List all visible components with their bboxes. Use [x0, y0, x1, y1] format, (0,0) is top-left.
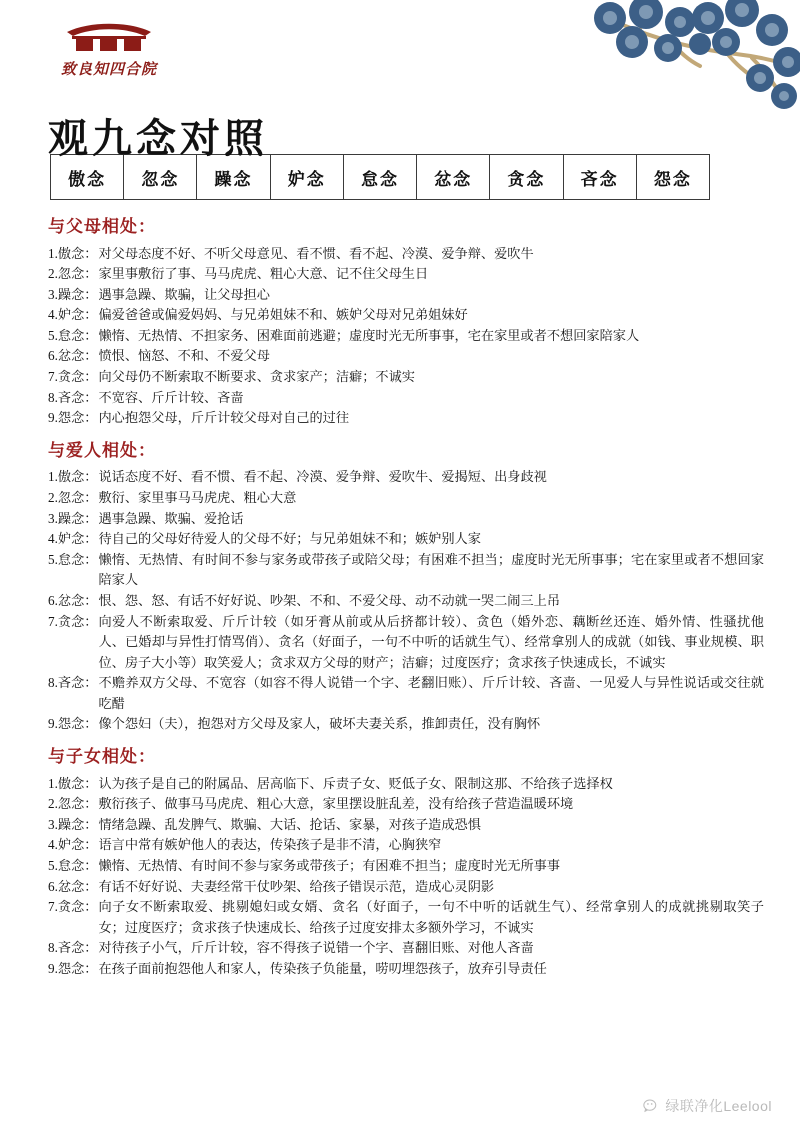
item-label: 9.怨念：	[48, 960, 98, 976]
list-item	[48, 815, 764, 836]
section-title: 与父母相处：	[48, 217, 156, 236]
brand-logo-text: 致良知四合院	[60, 62, 157, 78]
item-label: 7.贪念：	[48, 369, 98, 385]
item-label: 2.忽念：	[48, 796, 98, 812]
list-item	[48, 264, 764, 285]
list-item	[48, 285, 764, 306]
nian-cell-3[interactable]: 妒念	[270, 155, 343, 200]
item-label: 2.忽念：	[48, 266, 98, 282]
item-text: 认为孩子是自己的附属品、居高临下、斥责子女、贬低子女、限制这那、不给孩子选择权	[98, 775, 613, 791]
list-item	[48, 714, 764, 735]
item-text: 懒惰、无热情、有时间不参与家务或带孩子或陪父母；有困难不担当；虚度时光无所事事；宅在家里或者不想回家陪家人	[98, 551, 764, 588]
item-label: 7.贪念：	[48, 899, 98, 915]
nian-cell-0[interactable]: 傲念	[51, 155, 124, 200]
item-label: 9.怨念：	[48, 716, 98, 732]
list-item	[48, 774, 764, 795]
item-label: 4.妒念：	[48, 307, 98, 323]
watermark-text: 绿联净化Leelool	[665, 1098, 772, 1114]
list-item	[48, 938, 764, 959]
item-label: 5.怠念：	[48, 857, 98, 873]
item-label: 7.贪念：	[48, 613, 98, 629]
item-label: 8.吝念：	[48, 940, 98, 956]
item-text: 偏爱爸爸或偏爱妈妈、与兄弟姐妹不和、嫉妒父母对兄弟姐妹好	[98, 307, 468, 323]
item-text: 对待孩子小气，斤斤计较，容不得孩子说错一个字、喜翻旧账、对他人吝啬	[98, 940, 534, 956]
list-item	[48, 326, 764, 347]
item-text: 对父母态度不好、不听父母意见、看不惯、看不起、冷漠、爱争辩、爱吹牛	[98, 245, 534, 261]
item-label: 6.忿念：	[48, 592, 98, 608]
wechat-icon	[643, 1098, 660, 1115]
list-item	[48, 529, 764, 550]
item-text: 向爱人不断索取爱、斤斤计较（如牙膏从前或从后挤都计较）、贪色（婚外恋、藕断丝还连、婚外情、性骚扰他人、已婚却与异性打情骂俏）、贪名（好面子，一句不中听的话就生气）、经常拿别人的成就（如钱、事业规模、职位、房子大小等）取笑爱人；贪求双方父母的财产；洁癖；过度医疗；贪求孩子快速成长，不诚实	[98, 613, 764, 670]
item-text: 遇事急躁、欺骗、爱抢话	[98, 510, 244, 526]
item-text: 敷衍、家里事马马虎虎、粗心大意	[98, 489, 297, 505]
item-label: 5.怠念：	[48, 327, 98, 343]
list-item	[48, 959, 764, 980]
item-label: 4.妒念：	[48, 837, 98, 853]
list-item	[48, 877, 764, 898]
pine-branch-icon	[576, 0, 800, 116]
section-title: 与爱人相处：	[48, 440, 156, 460]
list-item	[48, 367, 764, 388]
item-label: 6.忿念：	[48, 878, 98, 894]
list-item	[48, 305, 764, 326]
footer-watermark	[643, 1096, 772, 1116]
item-text: 在孩子面前抱怨他人和家人，传染孩子负能量，唠叨埋怨孩子，放弃引导责任	[98, 960, 547, 976]
item-text: 向父母仍不断索取不断要求、贪求家产；洁癖；不诚实	[98, 369, 415, 385]
item-label: 1.傲念：	[48, 469, 98, 485]
section-children	[48, 744, 764, 979]
section-title: 与子女相处：	[48, 747, 156, 767]
nian-cell-4[interactable]: 怠念	[343, 155, 416, 200]
item-label: 3.躁念：	[48, 510, 98, 526]
nian-cell-1[interactable]: 忽念	[124, 155, 197, 200]
item-text: 情绪急躁、乱发脾气、欺骗、大话、抢话、家暴，对孩子造成恐惧	[98, 816, 481, 832]
list-item	[48, 835, 764, 856]
item-text: 敷衍孩子、做事马马虎虎、粗心大意，家里摆设脏乱差，没有给孩子营造温暖环境	[98, 796, 574, 812]
list-item	[48, 467, 764, 488]
item-label: 8.吝念：	[48, 389, 98, 405]
item-text: 不赡养双方父母、不宽容（如容不得人说错一个字、老翻旧账）、斤斤计较、吝啬、一见爱人与异性说话或交往就吃醋	[98, 675, 764, 711]
list-item	[48, 550, 764, 591]
item-text: 内心抱怨父母，斤斤计较父母对自己的过往	[98, 410, 350, 426]
list-item	[48, 388, 764, 409]
item-text: 愤恨、恼怒、不和、不爱父母	[98, 348, 270, 364]
item-label: 5.怠念：	[48, 551, 98, 567]
list-item	[48, 794, 764, 815]
item-text: 向子女不断索取爱、挑剔媳妇或女婿、贪名（好面子，一句不中听的话就生气）、经常拿别人的成就挑剔取笑子女；过度医疗；贪求孩子快速成长、给孩子过度安排太多额外学习，不诚实	[98, 899, 764, 935]
item-text: 恨、怨、怒、有话不好好说、吵架、不和、不爱父母、动不动就一哭二闹三上吊	[98, 592, 561, 608]
list-item	[48, 673, 764, 714]
item-label: 3.躁念：	[48, 286, 98, 302]
item-text: 待自己的父母好待爱人的父母不好；与兄弟姐妹不和；嫉妒别人家	[98, 531, 481, 547]
list-item	[48, 488, 764, 509]
list-item	[48, 612, 764, 674]
item-text: 语言中常有嫉妒他人的表达，传染孩子是非不清，心胸狭窄	[98, 837, 442, 853]
nian-cell-7[interactable]: 吝念	[563, 155, 636, 200]
item-text: 家里事敷衍了事、马马虎虎、粗心大意、记不住父母生日	[98, 266, 429, 282]
list-item	[48, 856, 764, 877]
list-item	[48, 346, 764, 367]
page-title: 观九念对照	[48, 115, 268, 161]
nian-cell-2[interactable]: 躁念	[197, 155, 270, 200]
item-label: 1.傲念：	[48, 775, 98, 791]
gate-torii-icon	[63, 22, 155, 56]
nian-cell-8[interactable]: 怨念	[636, 155, 709, 200]
item-label: 1.傲念：	[48, 245, 98, 261]
item-label: 8.吝念：	[48, 675, 98, 691]
item-label: 9.怨念：	[48, 410, 98, 426]
item-text: 不宽容、斤斤计较、吝啬	[98, 389, 244, 405]
item-text: 有话不好好说、夫妻经常干仗吵架、给孩子错误示范，造成心灵阴影	[98, 878, 495, 894]
page-header	[0, 0, 800, 161]
item-text: 遇事急躁、欺骗，让父母担心	[98, 286, 270, 302]
nian-cell-6[interactable]: 贪念	[490, 155, 563, 200]
item-label: 4.妒念：	[48, 531, 98, 547]
section-parents	[48, 214, 764, 429]
list-item	[48, 408, 764, 429]
content-area	[0, 214, 800, 980]
nian-cell-5[interactable]: 忿念	[417, 155, 490, 200]
item-text: 像个怨妇（夫），抱怨对方父母及家人，破坏夫妻关系，推卸责任，没有胸怀	[98, 716, 541, 732]
item-label: 6.忿念：	[48, 348, 98, 364]
list-item	[48, 509, 764, 530]
item-label: 3.躁念：	[48, 816, 98, 832]
item-text: 懒惰、无热情、有时间不参与家务或带孩子；有困难不担当；虚度时光无所事事	[98, 857, 561, 873]
item-text: 说话态度不好、看不惯、看不起、冷漠、爱争辩、爱吹牛、爱揭短、出身歧视	[98, 469, 547, 485]
item-label: 2.忽念：	[48, 489, 98, 505]
list-item	[48, 591, 764, 612]
list-item	[48, 244, 764, 265]
item-text: 懒惰、无热情、不担家务、困难面前逃避；虚度时光无所事事，宅在家里或者不想回家陪家人	[98, 327, 640, 343]
section-spouse	[48, 438, 764, 735]
list-item	[48, 897, 764, 938]
brand-logo	[34, 22, 184, 79]
